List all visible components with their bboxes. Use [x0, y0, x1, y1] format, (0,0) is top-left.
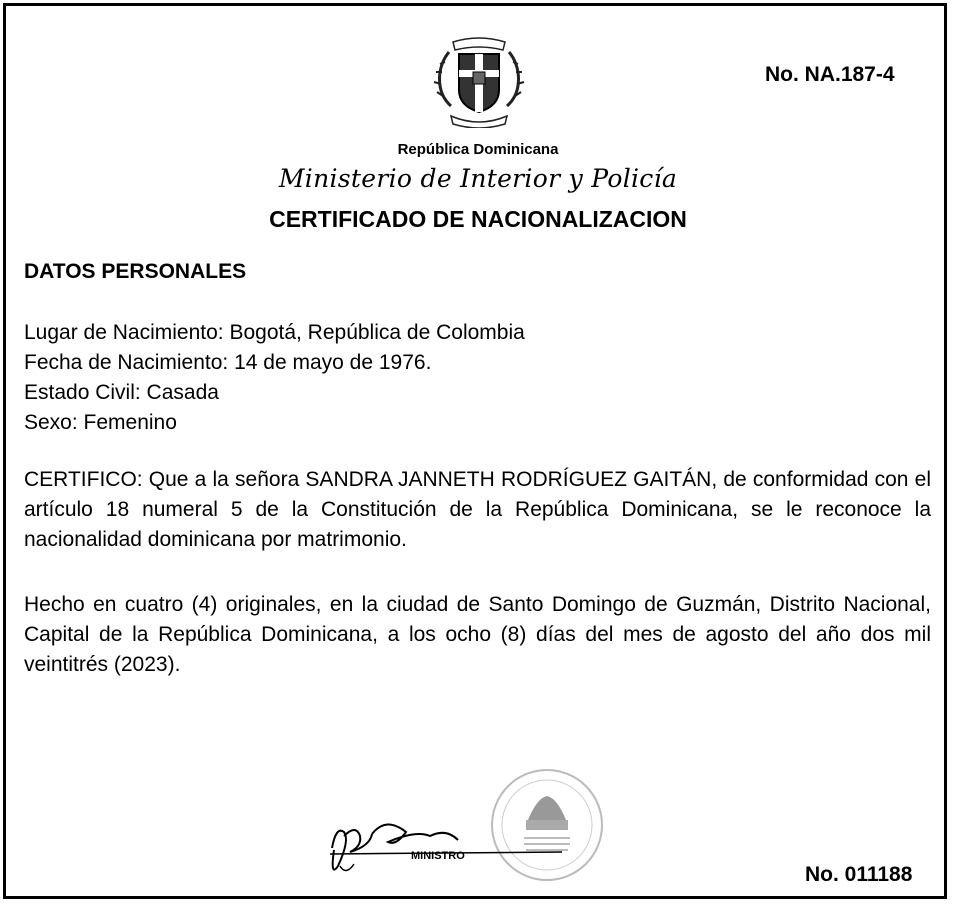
- personal-data-heading: DATOS PERSONALES: [24, 260, 247, 283]
- coat-of-arms-seal: [431, 36, 527, 128]
- personal-data-block: [24, 318, 931, 438]
- certificate-frame: [3, 3, 947, 899]
- birthdate-line: Fecha de Nacimiento: 14 de mayo de 1976.: [24, 351, 432, 374]
- certificate-number: No. NA.187-4: [765, 63, 895, 86]
- birthplace-line: Lugar de Nacimiento: Bogotá, República de Colombia: [24, 321, 525, 344]
- civil-status-line: Estado Civil: Casada: [24, 381, 219, 404]
- serial-number: No. 011188: [805, 863, 913, 886]
- republic-name: República Dominicana: [397, 141, 559, 158]
- minister-signature: [326, 806, 566, 886]
- ministry-name: Ministerio de Interior y Policía: [278, 164, 678, 193]
- issuance-paragraph: Hecho en cuatro (4) originales, en la ciudad de Santo Domingo de Guzmán, Distrito Nacional, Capital de la República Dominicana, a los ocho (8) días del mes de agosto del año dos mil veintitrés (2023).: [24, 593, 931, 676]
- sex-line: Sexo: Femenino: [24, 411, 177, 434]
- document-title: CERTIFICADO DE NACIONALIZACION: [269, 206, 687, 232]
- signatory-label: MINISTRO: [411, 850, 465, 862]
- certification-paragraph: CERTIFICO: Que a la señora SANDRA JANNETH RODRÍGUEZ GAITÁN, de conformidad con el artículo 18 numeral 5 de la Constitución de la República Dominicana, se le reconoce la nacionalidad dominicana por matrimonio.: [24, 468, 931, 551]
